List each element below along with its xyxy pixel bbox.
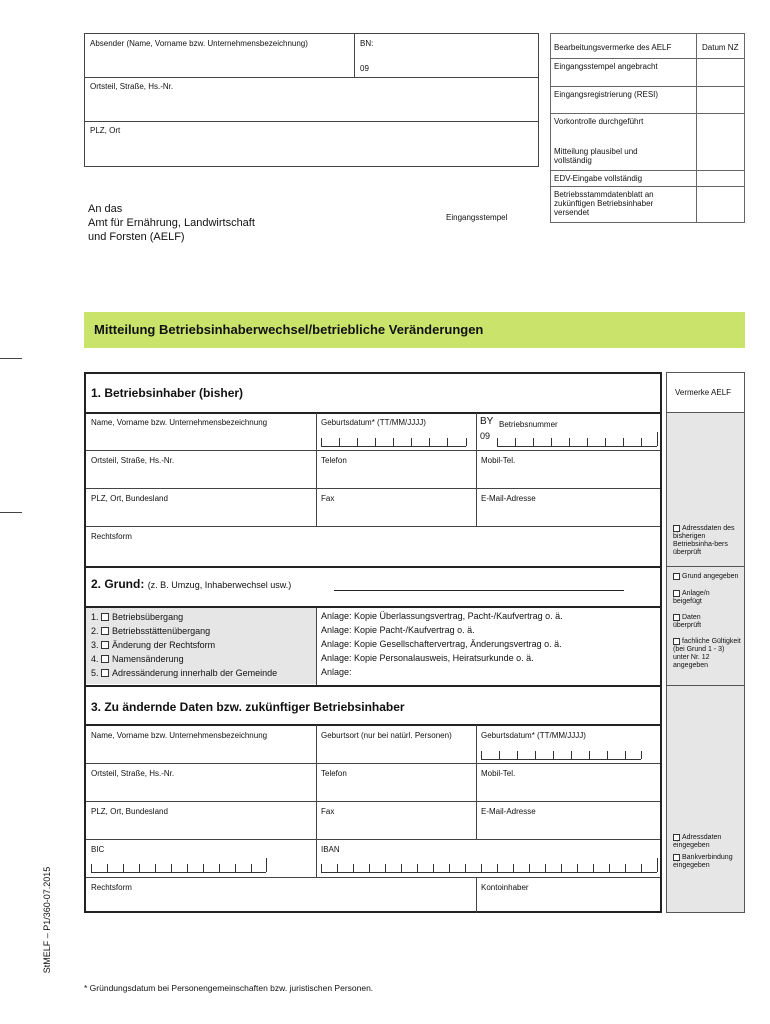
- section2-title: 2. Grund: (z. B. Umzug, Inhaberwechsel usw.): [91, 577, 292, 591]
- vermerke-label: Vermerke AELF: [675, 388, 732, 397]
- form-code: StMELF – P1/360-07.2015: [42, 866, 52, 974]
- s3-legal-input[interactable]: [88, 894, 472, 911]
- s3-name-label: Name, Vorname bzw. Unternehmensbezeichnung: [91, 731, 268, 740]
- s3-email-input[interactable]: [480, 818, 658, 837]
- s3-city-label: PLZ, Ort, Bundesland: [91, 807, 168, 816]
- s3-street-label: Ortsteil, Straße, Hs.-Nr.: [91, 769, 175, 778]
- checkbox[interactable]: [673, 590, 680, 597]
- s1-street-input[interactable]: [88, 467, 312, 486]
- s1-city-input[interactable]: [88, 505, 312, 524]
- sender-city-input[interactable]: [88, 138, 533, 162]
- s1-betriebsnr-label: Betriebsnummer: [499, 420, 558, 429]
- office-table-header-right: Datum NZ: [702, 43, 739, 52]
- checkbox[interactable]: [673, 573, 680, 580]
- banner-title: Mitteilung Betriebsinhaberwechsel/betriebliche Veränderungen: [94, 322, 484, 337]
- s1-fax-label: Fax: [321, 494, 335, 503]
- recipient-line-2: Amt für Ernährung, Landwirtschaft: [88, 217, 255, 229]
- s1-legal-input[interactable]: [88, 543, 658, 563]
- s1-email-input[interactable]: [480, 505, 658, 524]
- side-note-addr-entered[interactable]: Adressdaten eingegeben: [673, 834, 722, 849]
- s3-iban-input[interactable]: [321, 858, 657, 873]
- attachment-5-input[interactable]: [360, 666, 656, 680]
- footnote: * Gründungsdatum bei Personengemeinschaften bzw. juristischen Personen.: [84, 983, 374, 993]
- s3-email-label: E-Mail-Adresse: [481, 807, 536, 816]
- side-note-fachlich[interactable]: fachliche Gültigkeit (bei Grund 1 - 3) unter Nr. 12 angegeben: [673, 638, 741, 669]
- s1-phone-input[interactable]: [320, 467, 472, 486]
- s1-street-label: Ortsteil, Straße, Hs.-Nr.: [91, 456, 175, 465]
- s3-birth-input[interactable]: [481, 745, 641, 760]
- side-note-addr-checked[interactable]: Adressdaten des bisherigen Betriebsinha-bers überprüft: [673, 525, 735, 556]
- s3-phone-input[interactable]: [320, 780, 472, 799]
- side-note-anlage[interactable]: Anlage/n beigefügt: [673, 590, 710, 605]
- side-note-grund[interactable]: Grund angegeben: [673, 573, 745, 581]
- reason-1[interactable]: 1. Betriebsübergang: [91, 612, 184, 622]
- checkbox[interactable]: [101, 655, 109, 663]
- s1-betriebsnr-prefix: 09: [480, 431, 491, 441]
- s3-name-input[interactable]: [88, 742, 312, 761]
- s1-betriebsnr-input[interactable]: [497, 432, 657, 447]
- sender-street-label: Ortsteil, Straße, Hs.-Nr.: [90, 82, 174, 91]
- bn-label: BN:: [360, 39, 374, 48]
- s1-birth-label: Geburtsdatum* (TT/MM/JJJJ): [321, 418, 426, 427]
- s1-name-label: Name, Vorname bzw. Unternehmensbezeichnung: [91, 418, 268, 427]
- stamp-label: Eingangsstempel: [446, 213, 508, 222]
- reason-5[interactable]: 5. Adressänderung innerhalb der Gemeinde: [91, 668, 278, 678]
- s1-name-input[interactable]: [88, 428, 312, 448]
- reason-2[interactable]: 2. Betriebsstättenübergang: [91, 626, 211, 636]
- s1-fax-input[interactable]: [320, 505, 472, 524]
- section3-title: 3. Zu ändernde Daten bzw. zukünftiger Betriebsinhaber: [91, 700, 405, 714]
- fold-mark-bottom: [0, 512, 22, 513]
- office-row-5: EDV-Eingabe vollständig: [554, 174, 643, 183]
- s1-email-label: E-Mail-Adresse: [481, 494, 536, 503]
- reason-4[interactable]: 4. Namensänderung: [91, 654, 184, 664]
- s3-fax-input[interactable]: [320, 818, 472, 837]
- s3-birth-label: Geburtsdatum* (TT/MM/JJJJ): [481, 731, 586, 740]
- office-row-3: Vorkontrolle durchgeführt: [554, 117, 644, 126]
- attachment-2: Anlage: Kopie Pacht-/Kaufvertrag o. ä.: [321, 625, 475, 635]
- s3-account-label: Kontoinhaber: [481, 883, 529, 892]
- s3-account-input[interactable]: [480, 894, 658, 911]
- recipient-line-3: und Forsten (AELF): [88, 231, 185, 243]
- office-table-header-left: Bearbeitungsvermerke des AELF: [554, 43, 672, 52]
- s1-city-label: PLZ, Ort, Bundesland: [91, 494, 168, 503]
- s3-bic-input[interactable]: [91, 858, 266, 873]
- s3-birthplace-input[interactable]: [320, 742, 472, 761]
- checkbox[interactable]: [101, 669, 109, 677]
- s3-fax-label: Fax: [321, 807, 335, 816]
- checkbox[interactable]: [673, 638, 680, 645]
- s1-legal-label: Rechtsform: [91, 532, 132, 541]
- s3-city-input[interactable]: [88, 818, 312, 837]
- s3-mobile-label: Mobil-Tel.: [481, 769, 516, 778]
- recipient-line-1: An das: [88, 203, 123, 215]
- attachment-3: Anlage: Kopie Gesellschaftervertrag, Änderungsvertrag o. ä.: [321, 639, 562, 649]
- s3-iban-label: IBAN: [321, 845, 340, 854]
- attachment-4: Anlage: Kopie Personalausweis, Heiratsurkunde o. ä.: [321, 653, 534, 663]
- checkbox[interactable]: [673, 834, 680, 841]
- bn-value: 09: [360, 64, 369, 73]
- checkbox[interactable]: [101, 613, 109, 621]
- checkbox[interactable]: [673, 614, 680, 621]
- office-row-1: Eingangsstempel angebracht: [554, 62, 658, 71]
- checkbox[interactable]: [101, 627, 109, 635]
- reason-3[interactable]: 3. Änderung der Rechtsform: [91, 640, 216, 650]
- sender-name-label: Absender (Name, Vorname bzw. Unternehmensbezeichnung): [90, 39, 308, 48]
- s1-mobile-label: Mobil-Tel.: [481, 456, 516, 465]
- office-row-2: Eingangsregistrierung (RESI): [554, 90, 659, 99]
- checkbox[interactable]: [101, 641, 109, 649]
- s1-by-label: BY: [480, 416, 494, 427]
- office-row-6: Betriebsstammdatenblatt an zukünftigen Betriebsinhaber versendet: [554, 190, 654, 217]
- s3-legal-label: Rechtsform: [91, 883, 132, 892]
- sender-name-input[interactable]: [88, 50, 350, 74]
- side-note-bank-entered[interactable]: Bankverbindung eingegeben: [673, 854, 733, 869]
- side-note-daten[interactable]: Daten überprüft: [673, 614, 702, 629]
- s1-phone-label: Telefon: [321, 456, 347, 465]
- attachment-1: Anlage: Kopie Überlassungsvertrag, Pacht-/Kaufvertrag o. ä.: [321, 611, 563, 621]
- checkbox[interactable]: [673, 854, 680, 861]
- s3-mobile-input[interactable]: [480, 780, 658, 799]
- s3-bic-label: BIC: [91, 845, 105, 854]
- section1-title: 1. Betriebsinhaber (bisher): [91, 386, 244, 400]
- sender-street-input[interactable]: [88, 94, 533, 118]
- sender-city-label: PLZ, Ort: [90, 126, 121, 135]
- office-row-4: Mitteilung plausibel und vollständig: [554, 147, 638, 165]
- section2-reason-line[interactable]: [334, 590, 624, 591]
- s1-mobile-input[interactable]: [480, 467, 658, 486]
- s3-birthplace-label: Geburtsort (nur bei natürl. Personen): [321, 731, 452, 740]
- fold-mark-top: [0, 358, 22, 359]
- s3-street-input[interactable]: [88, 780, 312, 799]
- attachment-5: Anlage:: [321, 667, 352, 677]
- s3-phone-label: Telefon: [321, 769, 347, 778]
- checkbox[interactable]: [673, 525, 680, 532]
- section2-subtitle: (z. B. Umzug, Inhaberwechsel usw.): [147, 580, 292, 590]
